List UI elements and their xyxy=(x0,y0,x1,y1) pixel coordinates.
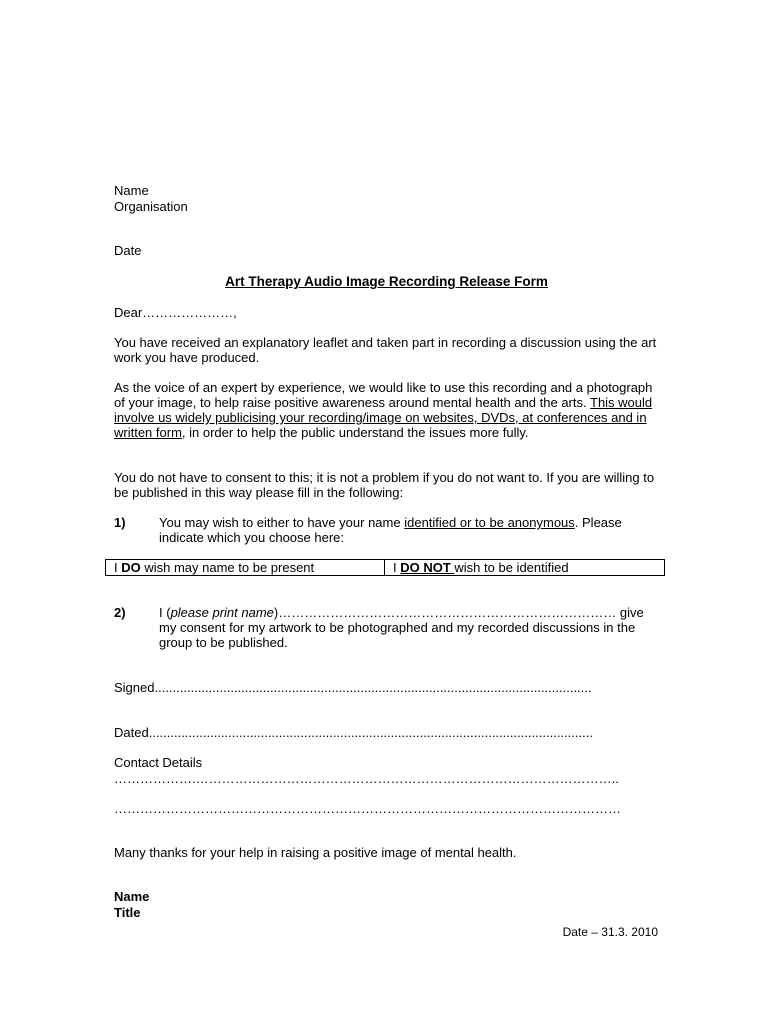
paragraph-purpose-text: As the voice of an expert by experience, we would like to use this recording and a photograph of your image, to help raise positive awareness around mental health and the arts. xyxy=(114,380,653,410)
choice-anonymous-bold: DO NOT xyxy=(400,559,455,575)
signed-line[interactable]: Signed......................................................................................................................... xyxy=(114,680,592,695)
paragraph-purpose xyxy=(114,380,659,440)
contact-label: Contact Details xyxy=(114,755,203,770)
choice-anonymous-rest: wish to be identified xyxy=(454,559,569,575)
item-2-text xyxy=(159,605,664,650)
contact-line-1[interactable]: ……………….…………………………………………………………………………………….. xyxy=(114,771,619,786)
item-2-number: 2) xyxy=(114,605,126,620)
form-title: Art Therapy Audio Image Recording Release Form xyxy=(225,274,548,289)
contact-line-2[interactable]: ……………………………………………………………………………………………………… xyxy=(114,801,621,816)
item-1-number: 1) xyxy=(114,515,126,530)
item-1-text-before: You may wish to either to have your name xyxy=(159,515,405,530)
paragraph-purpose-underlined: This would involve us widely publicising your recording/image on websites, DVDs, at conferences and in written form xyxy=(114,395,653,440)
thanks-text: Many thanks for your help in raising a positive image of mental health. xyxy=(114,845,517,860)
item-2-italic: please print name xyxy=(170,605,274,620)
signature-name: Name xyxy=(114,889,150,904)
salutation: Dear…………………, xyxy=(114,305,237,320)
item-1-text-after: . Please indicate which you choose here: xyxy=(159,515,622,545)
identification-choice-table xyxy=(105,559,665,576)
paragraph-consent: You do not have to consent to this; it is not a problem if you do not want to. If you are willing to be published in this way please fill in the following: xyxy=(114,470,655,500)
item-1-text-underlined: identified or to be anonymous xyxy=(404,515,575,530)
choice-identified-rest: wish may name to be present xyxy=(140,559,315,575)
choice-anonymous[interactable] xyxy=(385,560,665,576)
dated-line[interactable]: Dated........................................................................................................................... xyxy=(114,725,593,740)
header-organisation: Organisation xyxy=(114,199,188,214)
choice-identified-prefix: I xyxy=(114,559,122,575)
header-name: Name xyxy=(114,183,149,198)
footer-date: Date – 31.3. 2010 xyxy=(562,925,658,939)
item-2-prefix: I ( xyxy=(159,605,171,620)
signature-title: Title xyxy=(114,905,141,920)
item-1-text xyxy=(159,515,664,545)
header-date: Date xyxy=(114,243,142,258)
paragraph-intro: You have received an explanatory leaflet and taken part in recording a discussion using the art work you have produced. xyxy=(114,335,657,365)
choice-anonymous-prefix: I xyxy=(393,559,401,575)
choice-identified-bold: DO xyxy=(121,559,141,575)
item-2-rest: )…………………………………………………………………… give my consent for my artwork to be photographed and my recorded discussions in the group to be published. xyxy=(159,605,644,650)
choice-identified[interactable] xyxy=(106,560,385,576)
paragraph-purpose-tail: , in order to help the public understand the issues more fully. xyxy=(181,425,529,440)
